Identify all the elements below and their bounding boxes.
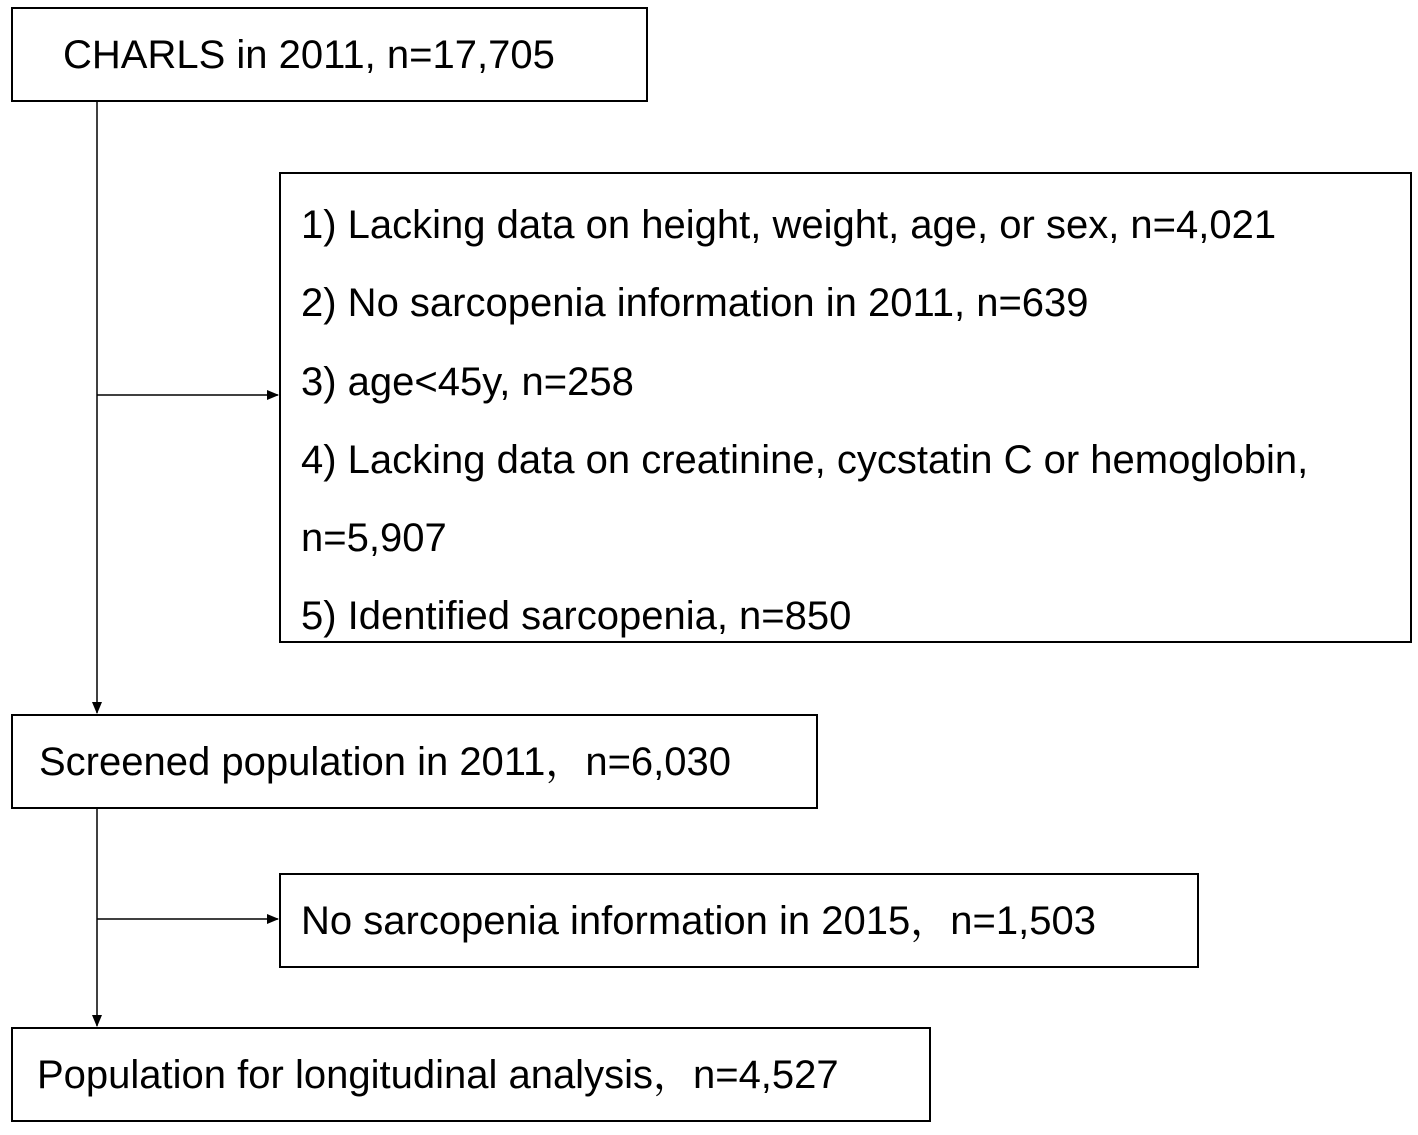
exclusion-line: 1) Lacking data on height, weight, age, or sex, n=4,021 bbox=[301, 203, 1277, 247]
final-population-box bbox=[11, 1027, 931, 1122]
exclusion-line: 3) age<45y, n=258 bbox=[301, 360, 634, 404]
exclusion-2015-box bbox=[279, 873, 1199, 968]
screened-population-box bbox=[11, 714, 818, 809]
exclusion-line: 4) Lacking data on creatinine, cycstatin C or hemoglobin, bbox=[301, 438, 1309, 482]
exclusion-line: 2) No sarcopenia information in 2011, n=639 bbox=[301, 281, 1089, 325]
final-label: Population for longitudinal analysis，n=4,527 bbox=[37, 1052, 839, 1097]
screened-label: Screened population in 2011，n=6,030 bbox=[39, 739, 732, 784]
exclusion-line: 5) Identified sarcopenia, n=850 bbox=[301, 594, 852, 638]
exclusion-line: n=5,907 bbox=[301, 516, 447, 560]
start-label: CHARLS in 2011, n=17,705 bbox=[63, 32, 555, 77]
exclusion-2015-label: No sarcopenia information in 2015，n=1,503 bbox=[301, 898, 1096, 943]
start-box bbox=[11, 7, 648, 102]
exclusion-criteria-box bbox=[279, 172, 1412, 643]
